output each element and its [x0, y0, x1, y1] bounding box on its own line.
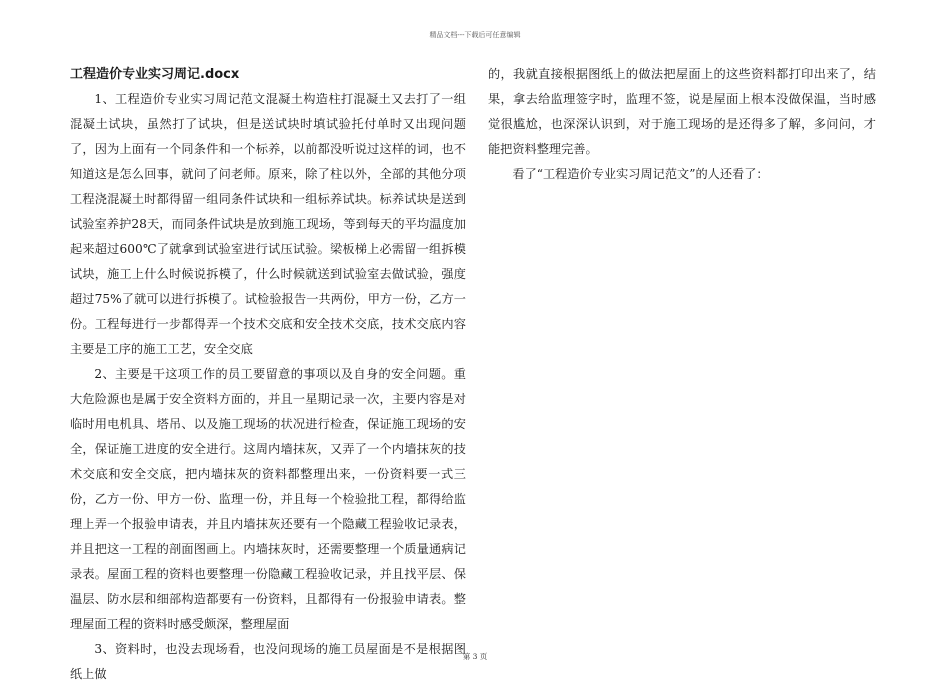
document-title: 工程造价专业实习周记.docx: [70, 67, 240, 82]
page-number: 第 3 页: [462, 652, 488, 661]
right-column: [488, 62, 876, 187]
left-column: [70, 62, 466, 687]
paragraph-1: 1、工程造价专业实习周记范文混凝土构造柱打混凝土又去打了一组混凝土试块，虽然打了试块，但是送试块时填试验托付单时又出现问题了，因为上面有一个同条件和一个标养，以前都没听说过这样的词，也不知道这是怎么回事，就问了问老师。原来，除了柱以外，全部的其他分项工程浇混凝土时都得留一组同条件试块和一组标养试块。标养试块是送到试验室养护28天，而同条件试块是放到施工现场，等到每天的平均温度加起来超过600℃了就拿到试验室进行试压试验。梁板梯上必需留一组拆模试块，施工上什么时候说拆模了，什么时候就送到试验室去做试验，强度超过75%了就可以进行拆模了。试检验报告一共两份，甲方一份，乙方一份。工程每进行一步都得弄一个技术交底和安全技术交底，技术交底内容主要是工序的施工工艺，安全交底: [70, 92, 466, 356]
related-articles-paragraph: 看了“工程造价专业实习周记范文”的人还看了：: [512, 167, 769, 181]
paragraph-2: 2、主要是干这项工作的员工要留意的事项以及自身的安全问题。重大危险源也是属于安全资料方面的，并且一星期记录一次，主要内容是对临时用电机具、塔吊、以及施工现场的状况进行检查，保证施工现场的安全，保证施工进度的安全进行。这周内墙抹灰，又弄了一个内墙抹灰的技术交底和安全交底，把内墙抹灰的资料都整理出来，一份资料要一式三份，乙方一份、甲方一份、监理一份，并且每一个检验批工程，都得给监理上弄一个报验申请表，并且内墙抹灰还要有一个隐藏工程验收记录表，并且把这一工程的剖面图画上。内墙抹灰时，还需要整理一个质量通病记录表。屋面工程的资料也要整理一份隐藏工程验收记录，并且找平层、保温层、防水层和细部构造都要有一份资料，且都得有一份报验申请表。整理屋面工程的资料时感受颇深，整理屋面: [70, 367, 466, 631]
paragraph-3-continuation: 的，我就直接根据图纸上的做法把屋面上的这些资料都打印出来了，结果，拿去给监理签字时，监理不签，说是屋面上根本没做保温，当时感觉很尴尬，也深深认识到，对于施工现场的是还得多了解，多问问，才能把资料整理完善。: [488, 67, 876, 156]
paragraph-3: 3、资料时，也没去现场看，也没问现场的施工员屋面是不是根据图纸上做: [70, 642, 466, 681]
page-header: 精品文档---下载后可任意编辑: [429, 31, 521, 39]
